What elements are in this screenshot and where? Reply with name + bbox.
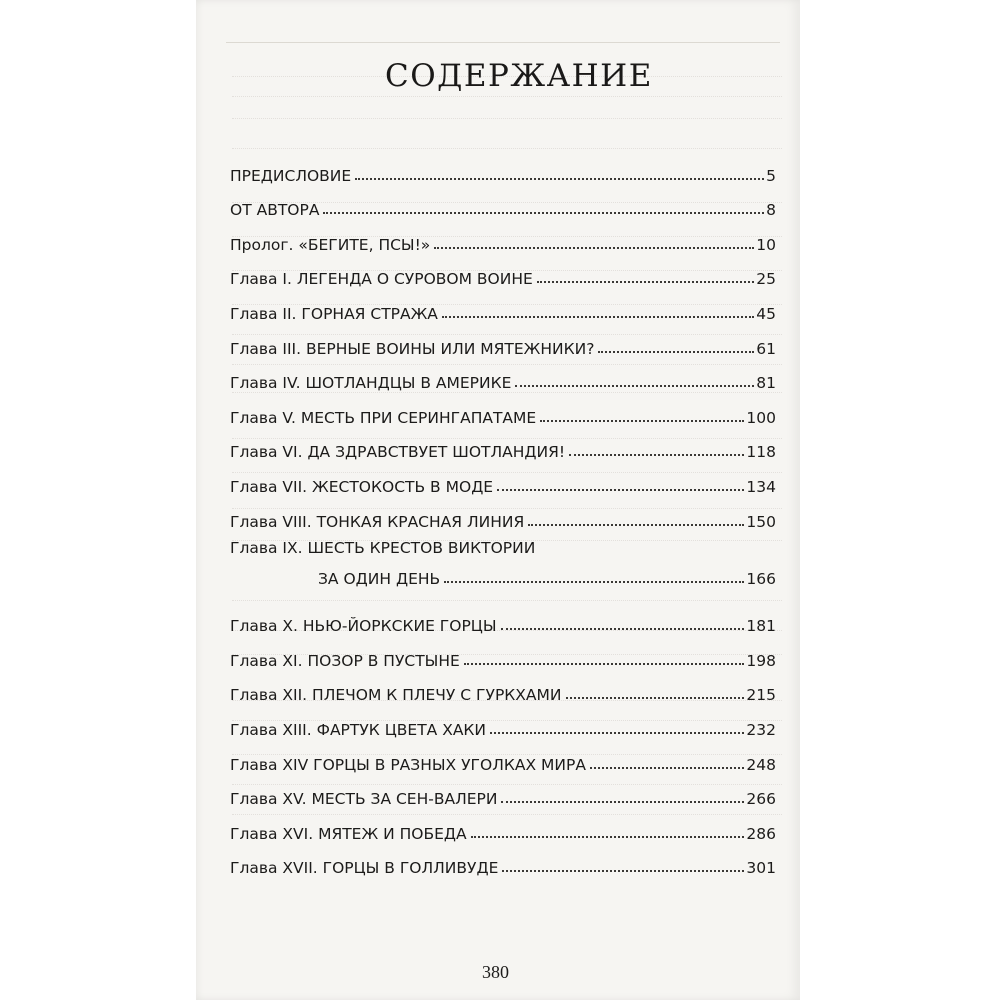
leader-dots bbox=[502, 870, 744, 872]
toc-entry bbox=[230, 150, 776, 185]
toc-entry bbox=[230, 843, 776, 878]
toc-entry bbox=[230, 323, 776, 358]
toc-entry-page: 8 bbox=[766, 201, 776, 220]
toc-entry bbox=[230, 461, 776, 496]
toc-entry-page: 5 bbox=[766, 166, 776, 185]
toc-entry bbox=[230, 358, 776, 393]
table-of-contents bbox=[230, 150, 776, 877]
toc-entry bbox=[230, 185, 776, 220]
toc-entry bbox=[230, 254, 776, 289]
toc-entry-page: 266 bbox=[746, 790, 776, 809]
toc-entry bbox=[230, 739, 776, 774]
leader-dots bbox=[501, 801, 744, 803]
toc-entry-label: Пролог. «БЕГИТЕ, ПСЫ!» bbox=[230, 235, 431, 254]
leader-dots bbox=[590, 767, 744, 769]
leader-dots bbox=[598, 351, 754, 353]
toc-entry-page: 81 bbox=[756, 374, 776, 393]
leader-dots bbox=[497, 489, 744, 491]
leader-dots bbox=[442, 316, 754, 318]
toc-entry-label: Глава XV. МЕСТЬ ЗА СЕН-ВАЛЕРИ bbox=[230, 790, 498, 809]
toc-entry-label: Глава XVII. ГОРЦЫ В ГОЛЛИВУДЕ bbox=[230, 859, 499, 878]
toc-entry-page: 45 bbox=[756, 304, 776, 323]
toc-entry-label: ОТ АВТОРА bbox=[230, 201, 320, 220]
toc-entry bbox=[230, 531, 776, 601]
toc-entry bbox=[230, 392, 776, 427]
leader-dots bbox=[434, 247, 754, 249]
toc-entry-label-continued: ЗА ОДИН ДЕНЬ bbox=[318, 569, 441, 588]
toc-entry bbox=[230, 635, 776, 670]
leader-dots bbox=[501, 628, 745, 630]
toc-entry-page: 198 bbox=[746, 651, 776, 670]
toc-entry bbox=[230, 288, 776, 323]
toc-entry-page: 61 bbox=[756, 339, 776, 358]
leader-dots bbox=[323, 212, 764, 214]
page-number: 380 bbox=[482, 962, 509, 982]
toc-entry-page: 215 bbox=[746, 686, 776, 705]
toc-entry bbox=[230, 774, 776, 809]
toc-entry-page: 166 bbox=[746, 569, 776, 588]
toc-entry-page: 134 bbox=[746, 477, 776, 496]
toc-entry-page: 100 bbox=[746, 408, 776, 427]
toc-entry-label: Глава V. МЕСТЬ ПРИ СЕРИНГАПАТАМЕ bbox=[230, 408, 537, 427]
toc-entry-label: ПРЕДИСЛОВИЕ bbox=[230, 166, 352, 185]
toc-entry-page: 10 bbox=[756, 235, 776, 254]
leader-dots bbox=[464, 663, 745, 665]
toc-entry-page: 301 bbox=[746, 859, 776, 878]
toc-entry-label: Глава III. ВЕРНЫЕ ВОИНЫ ИЛИ МЯТЕЖНИКИ? bbox=[230, 339, 595, 358]
leader-dots bbox=[566, 697, 745, 699]
leader-dots bbox=[515, 385, 754, 387]
toc-entry-label: Глава VIII. ТОНКАЯ КРАСНАЯ ЛИНИЯ bbox=[230, 512, 525, 531]
toc-entry-page: 118 bbox=[746, 443, 776, 462]
toc-entry-page: 286 bbox=[746, 824, 776, 843]
leader-dots bbox=[569, 454, 744, 456]
leader-dots bbox=[540, 420, 744, 422]
toc-entry-label: Глава XIII. ФАРТУК ЦВЕТА ХАКИ bbox=[230, 720, 487, 739]
toc-entry-label: Глава XIV ГОРЦЫ В РАЗНЫХ УГОЛКАХ МИРА bbox=[230, 755, 586, 774]
leader-dots bbox=[490, 732, 744, 734]
toc-entry-page: 232 bbox=[746, 720, 776, 739]
leader-dots bbox=[444, 581, 744, 583]
toc-entry-page: 150 bbox=[746, 512, 776, 531]
toc-entry bbox=[230, 808, 776, 843]
toc-entry bbox=[230, 601, 776, 636]
leader-dots bbox=[471, 836, 745, 838]
page-title: СОДЕРЖАНИЕ bbox=[385, 58, 653, 94]
leader-dots bbox=[528, 524, 744, 526]
leader-dots bbox=[537, 281, 754, 283]
toc-entry-label: Глава XII. ПЛЕЧОМ К ПЛЕЧУ С ГУРКХАМИ bbox=[230, 686, 562, 705]
toc-entry-label: Глава II. ГОРНАЯ СТРАЖА bbox=[230, 304, 438, 323]
toc-entry bbox=[230, 219, 776, 254]
toc-entry bbox=[230, 427, 776, 462]
toc-entry-continuation bbox=[230, 570, 776, 588]
toc-entry bbox=[230, 670, 776, 705]
toc-entry-page: 25 bbox=[756, 270, 776, 289]
toc-entry-label: Глава VII. ЖЕСТОКОСТЬ В МОДЕ bbox=[230, 477, 494, 496]
toc-entry-label: Глава X. НЬЮ-ЙОРКСКИЕ ГОРЦЫ bbox=[230, 617, 497, 636]
toc-entry-label: Глава IV. ШОТЛАНДЦЫ В АМЕРИКЕ bbox=[230, 374, 512, 393]
leader-dots bbox=[355, 178, 764, 180]
toc-entry-label: Глава XI. ПОЗОР В ПУСТЫНЕ bbox=[230, 651, 460, 670]
toc-entry-label: Глава VI. ДА ЗДРАВСТВУЕТ ШОТЛАНДИЯ! bbox=[230, 443, 566, 462]
toc-entry bbox=[230, 704, 776, 739]
toc-entry bbox=[230, 496, 776, 531]
toc-entry-label: Глава I. ЛЕГЕНДА О СУРОВОМ ВОИНЕ bbox=[230, 270, 533, 289]
toc-entry-page: 248 bbox=[746, 755, 776, 774]
toc-entry-label: Глава IX. ШЕСТЬ КРЕСТОВ ВИКТОРИИ bbox=[230, 538, 536, 557]
toc-entry-label: Глава XVI. МЯТЕЖ И ПОБЕДА bbox=[230, 824, 467, 843]
toc-entry-page: 181 bbox=[746, 617, 776, 636]
